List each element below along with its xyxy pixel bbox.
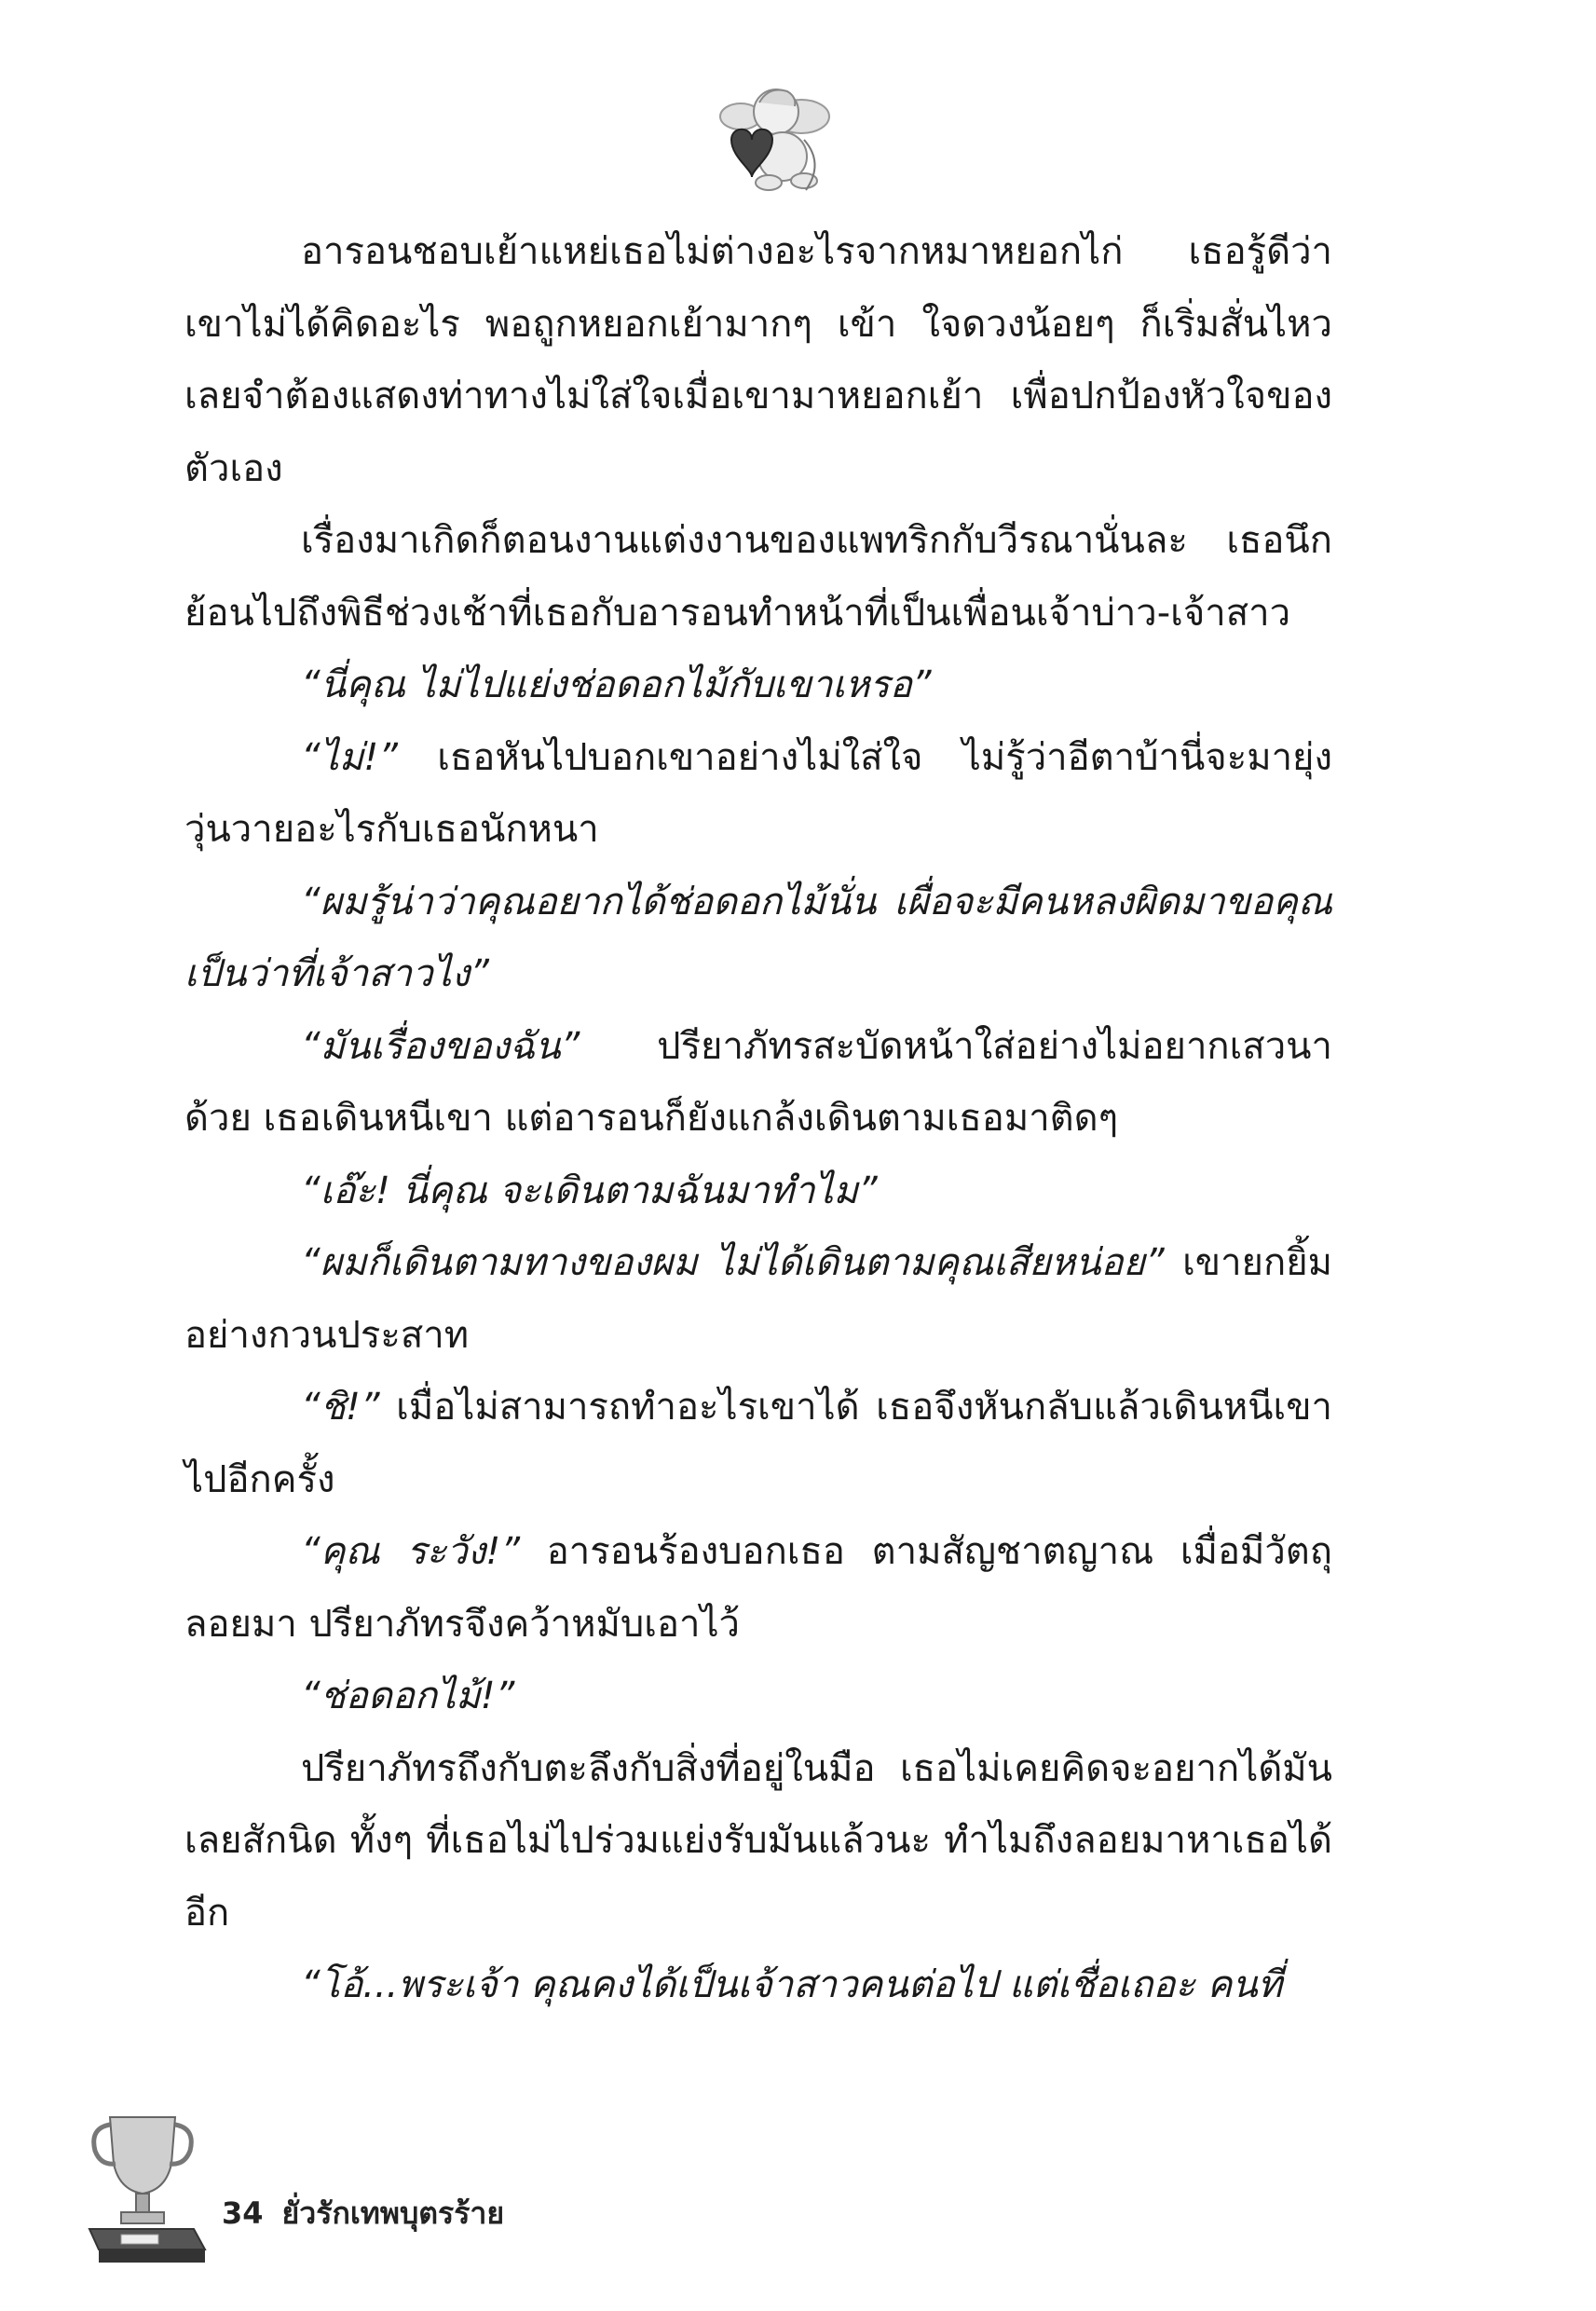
dialogue-line: “ช่อดอกไม้!” xyxy=(301,1675,515,1717)
paragraph xyxy=(184,1516,1332,1661)
body-text xyxy=(184,216,1332,2022)
page-footer xyxy=(82,2108,641,2266)
narration: เมื่อไม่สามารถทำอะไรเขาได้ เธอจึงหันกลับแล้วเดินหนีเขาไปอีกครั้ง xyxy=(184,1386,1332,1501)
dialogue-line: “โอ้...พระเจ้า คุณคงได้เป็นเจ้าสาวคนต่อไป แต่เชื่อเถอะ คนที่ xyxy=(301,1963,1283,2006)
dialogue-line: “นี่คุณ ไม่ไปแย่งช่อดอกไม้กับเขาเหรอ” xyxy=(301,663,932,706)
narration: เธอหันไปบอกเขาอย่างไม่ใส่ใจ ไม่รู้ว่าอีตาบ้านี่จะมายุ่งวุ่นวายอะไรกับเธอนักหนา xyxy=(184,735,1332,851)
page-number: 34 xyxy=(222,2195,264,2231)
cupid-heart-icon xyxy=(703,75,843,196)
paragraph: เรื่องมาเกิดก็ตอนงานแต่งงานของแพทริกกับวีรณานั่นละ เธอนึกย้อนไปถึงพิธีช่วงเช้าที่เธอกับอารอนทำหน้าที่เป็นเพื่อนเจ้าบ่าว-เจ้าสาว xyxy=(184,519,1332,635)
book-title: ยั่วรักเทพบุตรร้าย xyxy=(281,2195,505,2231)
narration: ปรียาภัทรสะบัดหน้าใส่อย่างไม่อยากเสวนาด้วย เธอเดินหนีเขา แต่อารอนก็ยังแกล้งเดินตามเธอมาติดๆ xyxy=(184,1024,1332,1140)
trophy-icon xyxy=(82,2108,222,2266)
footer-text xyxy=(222,2190,523,2237)
dialogue-quote: “คุณ ระวัง!” xyxy=(301,1530,521,1573)
paragraph xyxy=(184,1372,1332,1516)
paragraph xyxy=(184,1227,1332,1372)
paragraph xyxy=(184,722,1332,867)
dialogue-quote: “ชิ!” xyxy=(301,1386,380,1429)
paragraph xyxy=(184,1011,1332,1156)
dialogue-quote: “ผมก็เดินตามทางของผม ไม่ได้เดินตามคุณเสียหน่อย” xyxy=(301,1241,1165,1284)
paragraph: อารอนชอบเย้าแหย่เธอไม่ต่างอะไรจากหมาหยอกไก่ เธอรู้ดีว่าเขาไม่ได้คิดอะไร พอถูกหยอกเย้ามากๆ เข้า ใจดวงน้อยๆ ก็เริ่มสั่นไหว เลยจำต้องแสดงท่าทางไม่ใส่ใจเมื่อเขามาหยอกเย้า เพื่อปกป้องหัวใจของตัวเอง xyxy=(184,230,1332,490)
paragraph: ปรียาภัทรถึงกับตะลึงกับสิ่งที่อยู่ในมือ เธอไม่เคยคิดจะอยากได้มันเลยสักนิด ทั้งๆ ที่เธอไม่ไปร่วมแย่งรับมันแล้วนะ ทำไมถึงลอยมาหาเธอได้อีก xyxy=(184,1746,1332,1935)
dialogue-quote: “ไม่!” xyxy=(301,735,398,779)
dialogue-line: “เอ๊ะ! นี่คุณ จะเดินตามฉันมาทำไม” xyxy=(301,1169,878,1212)
narration: อารอนร้องบอกเธอ ตามสัญชาตญาณ เมื่อมีวัตถุลอยมา ปรียาภัทรจึงคว้าหมับเอาไว้ xyxy=(184,1530,1332,1646)
dialogue-line: “ผมรู้น่าว่าคุณอยากได้ช่อดอกไม้นั่น เผื่อจะมีคนหลงผิดมาขอคุณเป็นว่าที่เจ้าสาวไง” xyxy=(184,880,1332,995)
dialogue-quote: “มันเรื่องของฉัน” xyxy=(301,1024,580,1068)
narration: เขายกยิ้มอย่างกวนประสาท xyxy=(184,1241,1333,1357)
